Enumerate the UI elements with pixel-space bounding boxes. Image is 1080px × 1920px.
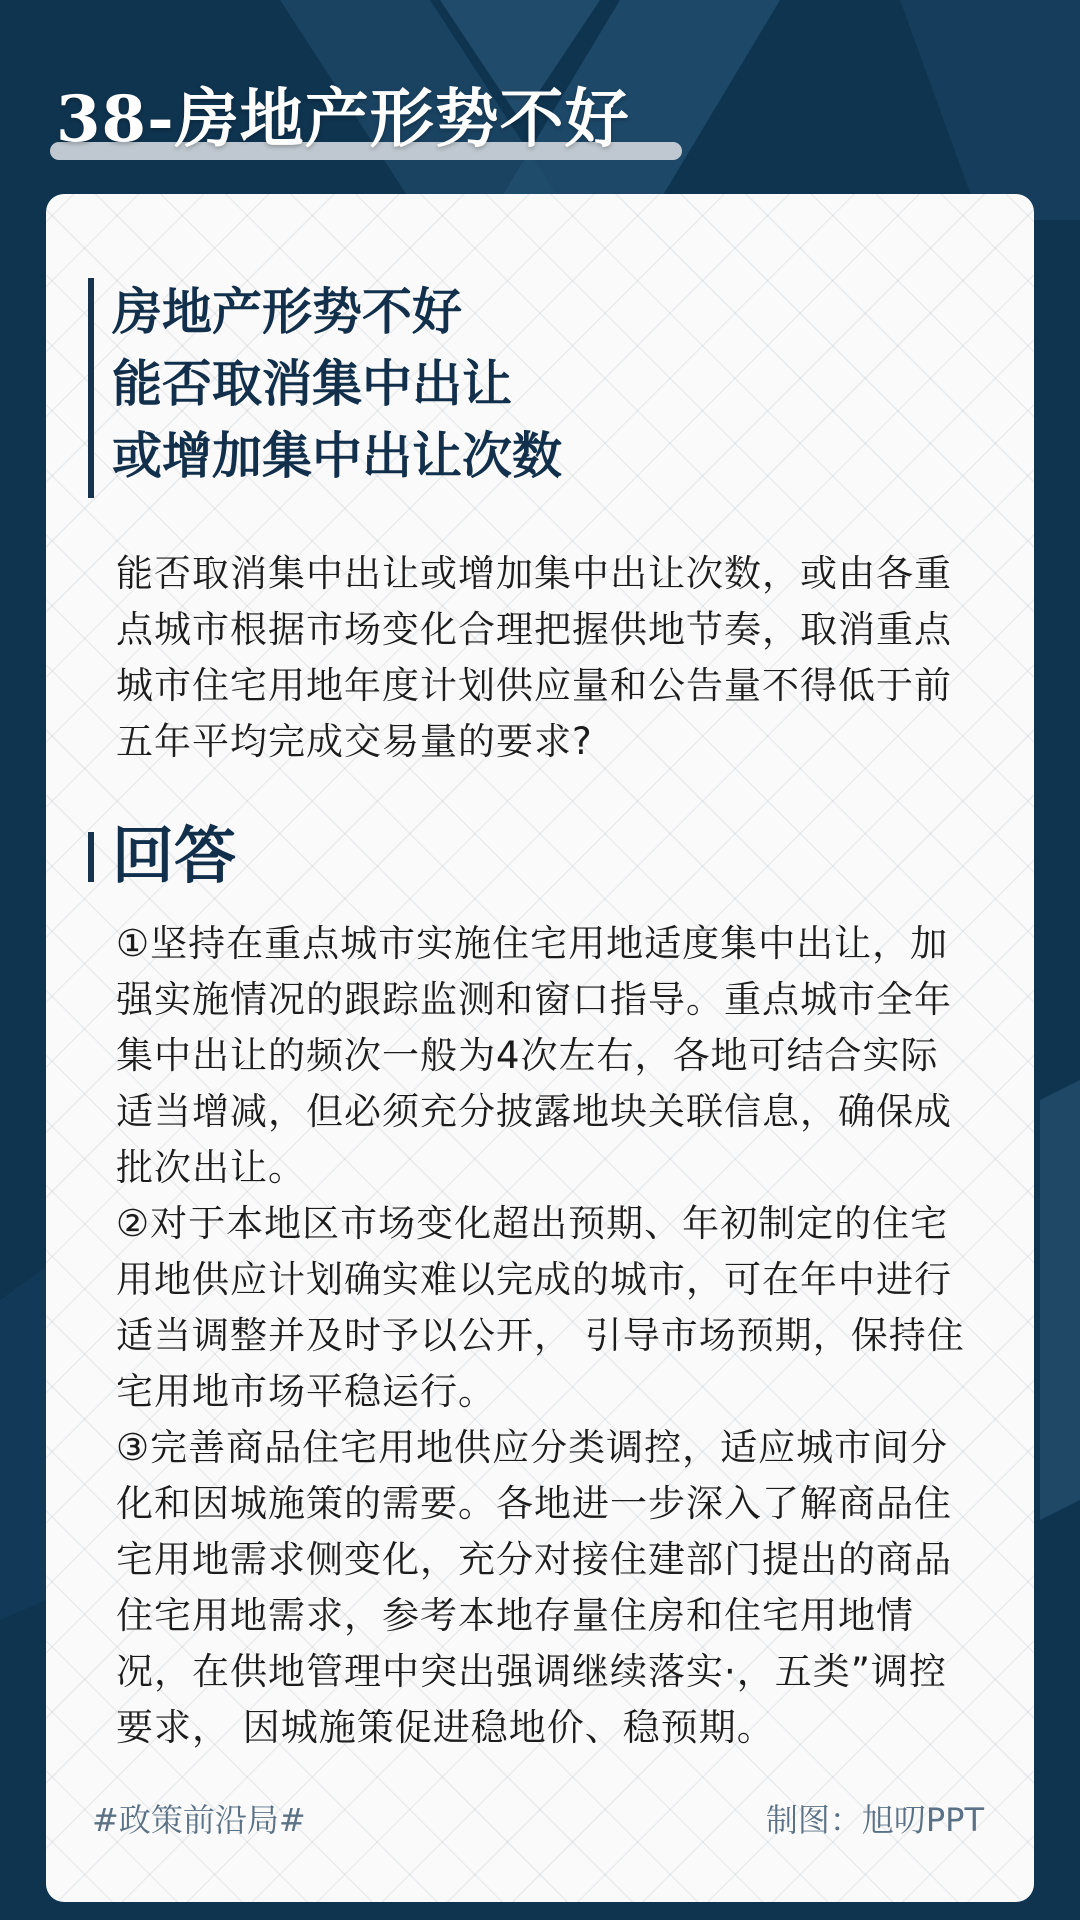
question-title-line: 房地产形势不好 bbox=[112, 283, 462, 341]
answer-heading: 回答 bbox=[112, 819, 237, 892]
question-title-block bbox=[88, 276, 968, 492]
page-title: 38-房地产形势不好 bbox=[56, 82, 630, 157]
page-header bbox=[50, 80, 690, 170]
answer-item-1: ①坚持在重点城市实施住宅用地适度集中出让，加强实施情况的跟踪监测和窗口指导。重点城市全年集中出让的频次一般为4次左右，各地可结合实际适当增减，但必须充分披露地块关联信息，确保成批次出让。 bbox=[116, 922, 952, 1189]
answer-item-2: ②对于本地区市场变化超出预期、年初制定的住宅用地供应计划确实难以完成的城市，可在年中进行适当调整并及时予以公开， 引导市场预期，保持住宅用地市场平稳运行。 bbox=[116, 1202, 965, 1413]
question-body: 能否取消集中出让或增加集中出让次数，或由各重点城市根据市场变化合理把握供地节奏，取消重点城市住宅用地年度计划供应量和公告量不得低于前五年平均完成交易量的要求? bbox=[116, 552, 952, 763]
credit-label: 制图：旭叨PPT bbox=[765, 1801, 984, 1839]
hashtag-label: #政策前沿局# bbox=[92, 1801, 306, 1839]
answer-item-3: ③完善商品住宅用地供应分类调控，适应城市间分化和因城施策的需要。各地进一步深入了解商品住宅用地需求侧变化，充分对接住建部门提出的商品住宅用地需求，参考本地存量住房和住宅用地情况，在供地管理中突出强调继续落实·，五类”调控要求， 因城施策促进稳地价、稳预期。 bbox=[116, 1426, 952, 1749]
answer-body bbox=[116, 916, 966, 1756]
question-title-line: 能否取消集中出让 bbox=[112, 355, 512, 413]
content-card bbox=[46, 194, 1034, 1902]
question-title-line: 或增加集中出让次数 bbox=[112, 427, 562, 485]
answer-accent-bar bbox=[88, 832, 94, 882]
question-accent-bar bbox=[88, 278, 94, 498]
